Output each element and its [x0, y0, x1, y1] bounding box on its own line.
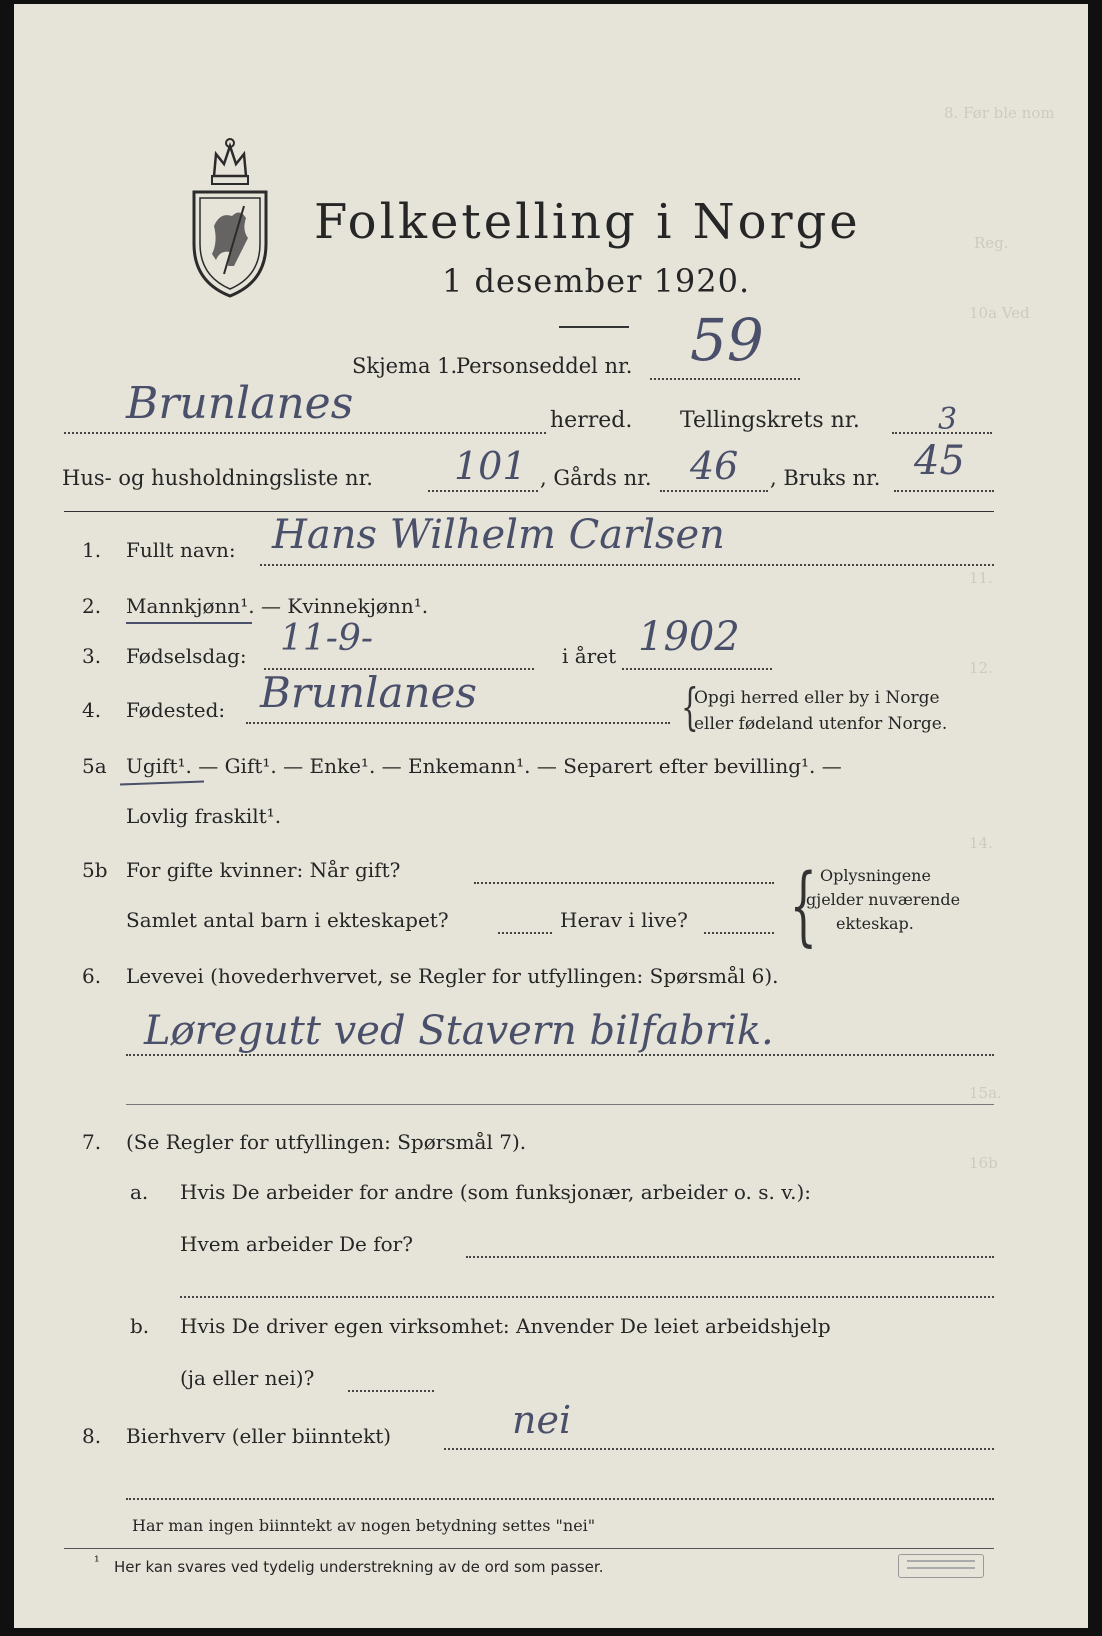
bleed-through-text: 12.	[969, 659, 993, 677]
marital-status-options: Ugift¹. — Gift¹. — Enke¹. — Enkemann¹. — Separert efter bevilling¹. —	[126, 754, 842, 778]
q3-number: 3.	[82, 644, 102, 668]
q8-line-2	[126, 1498, 994, 1500]
q5b-married-label: For gifte kvinner: Når gift?	[126, 858, 401, 882]
footnote-divider	[64, 1548, 994, 1549]
bruks-line	[894, 490, 994, 492]
bleed-through-text: 8. Før ble nom	[944, 104, 1055, 122]
q6-line-1	[126, 1054, 994, 1056]
herred-line	[64, 432, 546, 434]
birthplace-value: Brunlanes	[260, 668, 477, 717]
q7b-text-1: Hvis De driver egen virksomhet: Anvender De leiet arbeidshjelp	[180, 1314, 831, 1338]
q7b-line	[348, 1390, 434, 1392]
bleed-through-text: 11.	[969, 569, 993, 587]
q7b-text-2: (ja eller nei)?	[180, 1366, 315, 1390]
q5b-note-line1: Oplysningene	[820, 866, 931, 885]
q8-label: Bierhverv (eller biinntekt)	[126, 1424, 392, 1448]
q1-line	[260, 564, 994, 566]
q4-number: 4.	[82, 698, 102, 722]
gards-line	[660, 490, 768, 492]
herred-value: Brunlanes	[126, 378, 354, 429]
bleed-through-text: 10a Ved	[969, 304, 1030, 322]
title-divider	[559, 326, 629, 328]
census-date: 1 desember 1920.	[442, 262, 751, 300]
tellingskrets-value: 3	[938, 402, 958, 437]
bleed-through-text: 15a.	[969, 1084, 1002, 1102]
q3-year-label: i året	[562, 644, 617, 668]
q1-number: 1.	[82, 538, 102, 562]
q5b-children-line	[498, 932, 552, 934]
printer-stamp-icon	[898, 1554, 984, 1578]
q4-line	[246, 722, 670, 724]
birthdate-value: 11-9-	[280, 618, 374, 659]
q8-note: Har man ingen biinntekt av nogen betydning settes "nei"	[132, 1516, 596, 1535]
q4-note-brace: {	[681, 678, 699, 736]
q5a-number: 5a	[82, 754, 107, 778]
bleed-through-text: Reg.	[974, 234, 1009, 252]
footnote-text: Her kan svares ved tydelig understrekning av de ord som passer.	[114, 1558, 604, 1576]
footnote-mark: ¹	[94, 1554, 100, 1570]
q5b-alive-label: Herav i live?	[560, 908, 688, 932]
q6-number: 6.	[82, 964, 102, 988]
q7-number: 7.	[82, 1130, 102, 1154]
q5b-note-brace: {	[789, 856, 818, 956]
bleed-through-text: 14.	[969, 834, 993, 852]
q7a-line-2	[180, 1296, 994, 1298]
q7-label: (Se Regler for utfyllingen: Spørsmål 7).	[126, 1130, 527, 1154]
form-title: Folketelling i Norge	[314, 194, 861, 250]
q8-number: 8.	[82, 1424, 102, 1448]
gender-underline	[126, 622, 252, 624]
side-income-value: nei	[512, 1398, 572, 1442]
tellingskrets-label: Tellingskrets nr.	[680, 408, 860, 433]
husliste-label: Hus- og husholdningsliste nr.	[62, 466, 373, 490]
norwegian-lion-coat-of-arms-icon	[184, 134, 276, 299]
q5b-children-label: Samlet antal barn i ekteskapet?	[126, 908, 449, 932]
herred-label: herred.	[550, 408, 633, 433]
q3-year-line	[622, 668, 772, 670]
q4-note-line1: Opgi herred eller by i Norge	[694, 688, 940, 708]
q2-number: 2.	[82, 594, 102, 618]
q7a-text-1: Hvis De arbeider for andre (som funksjonær, arbeider o. s. v.):	[180, 1180, 812, 1204]
bleed-through-text: 16b	[969, 1154, 998, 1172]
q7a-line	[466, 1256, 994, 1258]
q4-note-line2: eller fødeland utenfor Norge.	[694, 714, 948, 734]
q8-line	[444, 1448, 994, 1450]
q7a-letter: a.	[130, 1180, 149, 1204]
husliste-value: 101	[454, 444, 527, 488]
q1-label: Fullt navn:	[126, 538, 236, 562]
bruks-value: 45	[914, 438, 965, 484]
coat-of-arms	[184, 134, 276, 299]
birth-year-value: 1902	[638, 614, 740, 660]
bruks-label: , Bruks nr.	[770, 466, 881, 490]
q7a-text-2: Hvem arbeider De for?	[180, 1232, 413, 1256]
q5b-note-line3: ekteskap.	[836, 914, 914, 933]
q3-label: Fødselsdag:	[126, 644, 247, 668]
q7b-letter: b.	[130, 1314, 150, 1338]
census-form-page	[14, 4, 1088, 1628]
personseddel-number: 59	[690, 306, 764, 374]
gender-options: Mannkjønn¹. — Kvinnekjønn¹.	[126, 594, 429, 618]
full-name-value: Hans Wilhelm Carlsen	[272, 512, 725, 558]
q5b-note-line2: gjelder nuværende	[806, 890, 961, 909]
q6-line-2	[126, 1104, 994, 1105]
q5b-alive-line	[704, 932, 774, 934]
q6-label: Levevei (hovederhvervet, se Regler for utfyllingen: Spørsmål 6).	[126, 964, 779, 988]
gards-value: 46	[690, 444, 739, 488]
personseddel-line	[650, 378, 800, 380]
husliste-line	[428, 490, 538, 492]
marital-status-options-2: Lovlig fraskilt¹.	[126, 804, 282, 828]
q5b-number: 5b	[82, 858, 108, 882]
personseddel-label: Personseddel nr.	[456, 354, 633, 378]
gards-label: , Gårds nr.	[540, 466, 652, 490]
q4-label: Fødested:	[126, 698, 226, 722]
marital-status-underline	[120, 781, 204, 786]
q5b-married-line	[474, 882, 774, 884]
occupation-value: Løregutt ved Stavern bilfabrik.	[144, 1008, 774, 1054]
schema-label: Skjema 1.	[352, 354, 458, 378]
